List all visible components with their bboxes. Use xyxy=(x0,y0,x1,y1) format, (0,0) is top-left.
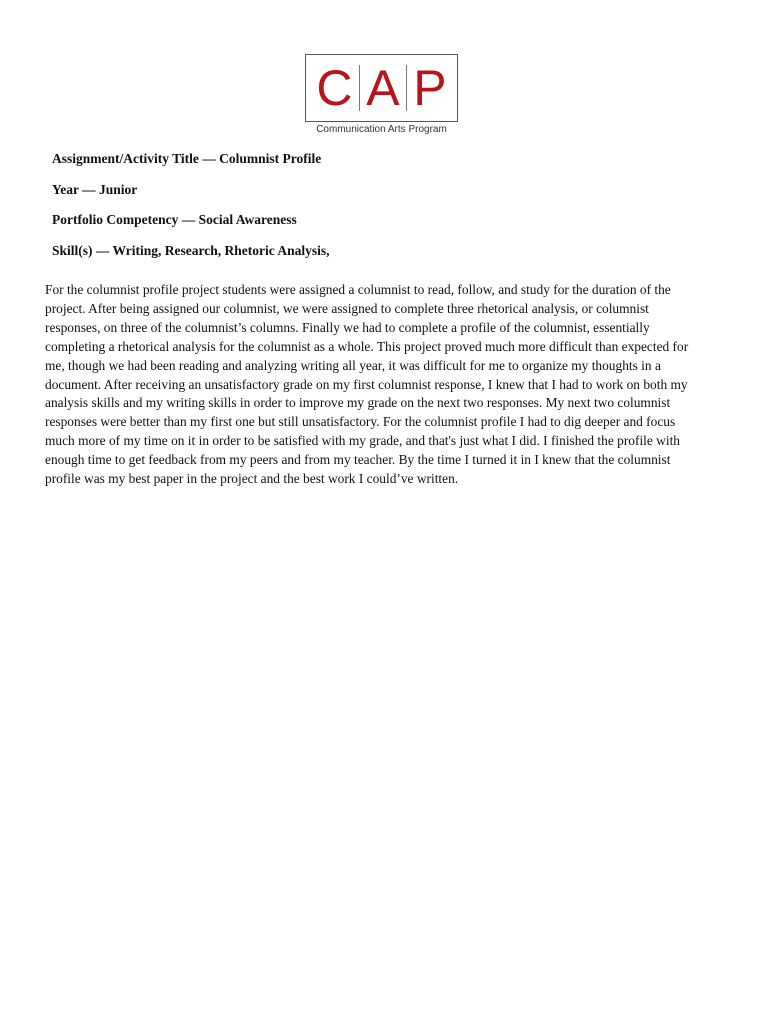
paragraph-line: responses, on three of the columnist’s columns. Finally we had to complete a profile of the columnist, essentially xyxy=(45,319,650,335)
assignment-meta xyxy=(52,150,712,272)
paragraph-line: profile was my best paper in the project and the best work I could’ve written. xyxy=(45,471,459,487)
logo-box xyxy=(305,54,458,122)
paragraph-line: me, though we had been reading and analyzing writing all year, it was difficult for me to organize my thoughts in a xyxy=(45,357,661,373)
logo-letter-p: P xyxy=(413,60,447,116)
logo-caption: Communication Arts Program xyxy=(316,124,447,135)
paragraph-line: document. After receiving an unsatisfactory grade on my first columnist response, I knew that I had to work on both my xyxy=(45,376,688,392)
reflection-paragraph xyxy=(45,281,725,489)
logo-divider xyxy=(406,65,407,111)
portfolio-competency: Portfolio Competency — Social Awareness xyxy=(52,212,297,227)
paragraph-line: enough time to get feedback from my peers and from my teacher. By the time I turned it in I knew that the columnist xyxy=(45,452,671,468)
assignment-year: Year — Junior xyxy=(52,181,138,197)
paragraph-line: analysis skills and my writing skills in order to improve my grade on the next two responses. My next two columnist xyxy=(45,395,671,411)
assignment-title: Assignment/Activity Title — Columnist Profile xyxy=(52,151,322,166)
paragraph-line: responses were better than my first one but still unsatisfactory. For the columnist profile I had to dig deeper and focus xyxy=(45,414,676,430)
logo-letter-a: A xyxy=(366,60,400,116)
cap-logo xyxy=(305,54,460,136)
paragraph-line: For the columnist profile project students were assigned a columnist to read, follow, and study for the duration of the xyxy=(45,282,671,297)
paragraph-line: project. After being assigned our columnist, we were assigned to complete three rhetorical analysis, or columnist xyxy=(45,300,649,316)
logo-letter-c: C xyxy=(316,60,353,116)
paragraph-line: completing a rhetorical analysis for the columnist as a whole. This project proved much more difficult than expected for xyxy=(45,338,689,354)
paragraph-line: much more of my time on it in order to be satisfied with my grade, and that's just what I did. I finished the profile with xyxy=(45,433,680,449)
assignment-skills: Skill(s) — Writing, Research, Rhetoric Analysis, xyxy=(52,242,330,258)
logo-divider xyxy=(359,65,360,111)
